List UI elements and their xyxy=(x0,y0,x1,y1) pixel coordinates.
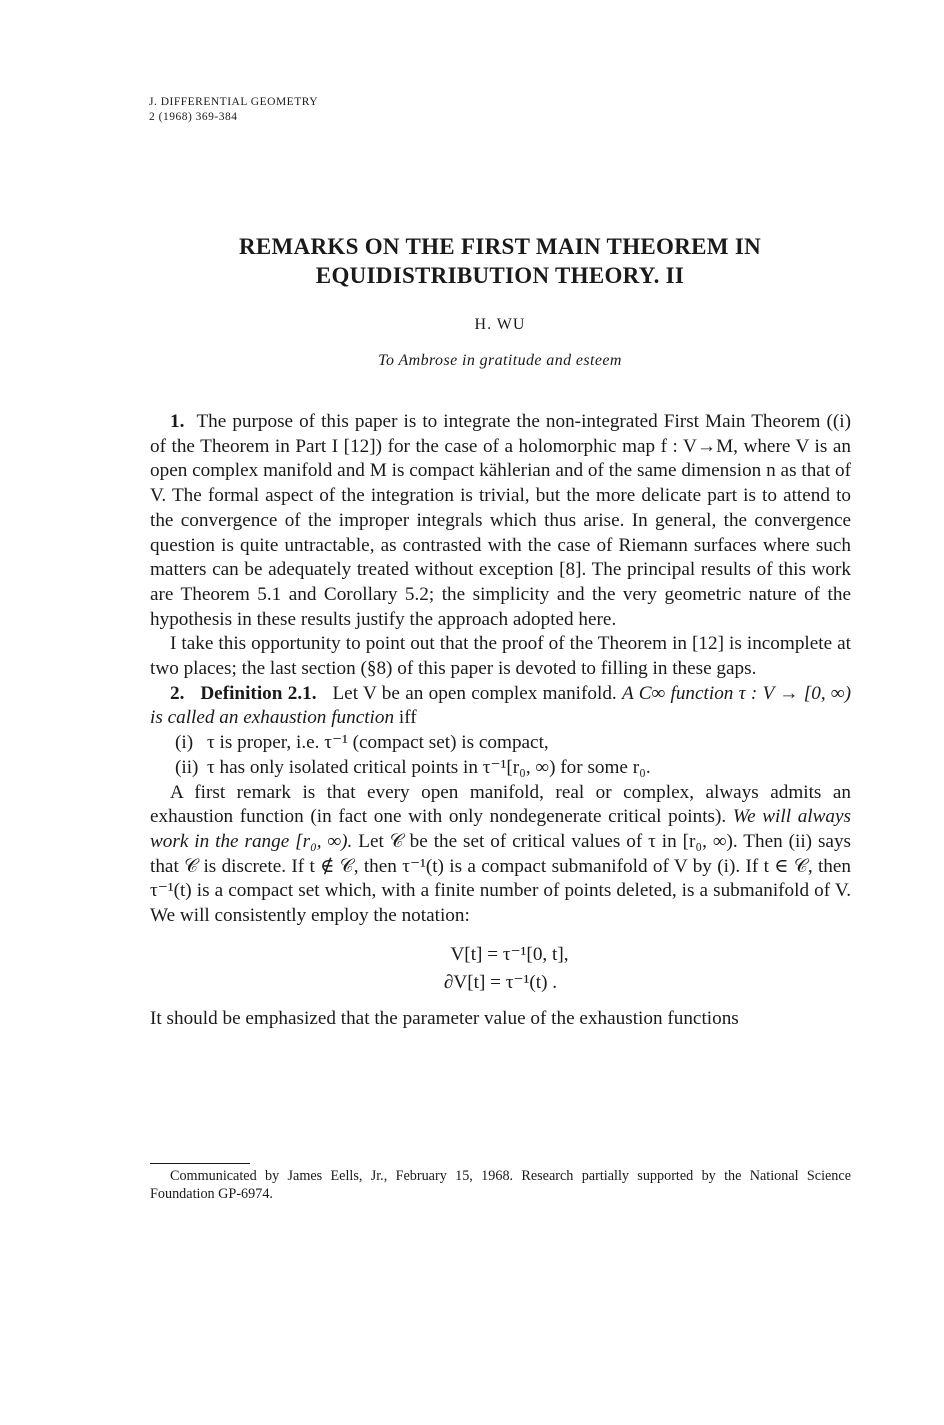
dedication: To Ambrose in gratitude and esteem xyxy=(378,352,622,369)
p2-text-a: A first remark is that every open manifold, real or complex, always admits an exhaustion function (in fact one with only nondegenerate critical points). xyxy=(150,781,851,828)
condition-2-number: (ii) xyxy=(175,756,199,778)
definition-condition-2 xyxy=(150,756,851,781)
notation-display xyxy=(150,941,851,997)
footnote: Communicated by James Eells, Jr., February 15, 1968. Research partially supported by the National Science Foundation GP-6974. xyxy=(150,1168,851,1202)
definition-text-a: Let V be an open complex manifold. xyxy=(332,682,617,704)
paper-body xyxy=(150,410,851,1031)
equation-1: V[t] = τ⁻¹[0, t], xyxy=(450,943,569,965)
p2-italic: We will always work in the range [r₀, ∞). xyxy=(150,806,851,852)
section-1-paragraph-2: I take this opportunity to point out that the proof of the Theorem in [12] is incomplete at two places; the last section (§8) of this paper is devoted to filling in these gaps. xyxy=(150,633,851,680)
section-2-paragraph-3: It should be emphasized that the parameter value of the exhaustion functions xyxy=(150,1007,739,1029)
section-2-definition xyxy=(150,682,851,731)
definition-text-c: iff xyxy=(398,707,417,729)
definition-condition-1 xyxy=(150,731,851,756)
equation-2: ∂V[t] = τ⁻¹(t) . xyxy=(443,971,558,993)
paper-title xyxy=(150,232,850,290)
section-2-number: 2. xyxy=(170,682,185,704)
section-2-paragraph-2 xyxy=(150,781,851,929)
condition-1-number: (i) xyxy=(175,732,194,754)
journal-volume: 2 (1968) 369-384 xyxy=(149,111,238,123)
journal-name: J. DIFFERENTIAL GEOMETRY xyxy=(149,96,319,108)
section-1-paragraph-1 xyxy=(150,410,851,632)
journal-header xyxy=(149,95,318,125)
section-1-p1-text: The purpose of this paper is to integrate the non-integrated First Main Theorem ((i) of the Theorem in Part I [12]) for the case of a holomorphic map f : V→M, where V is an open complex manifold and M is compact kählerian and of the same dimension n as that of V. The formal aspect of the integration is trivial, but the more delicate part is to attend to the convergence of the improper integrals which thus arise. In general, the convergence question is quite untractable, as contrasted with the case of Riemann surfaces where such matters can be adequately treated without exception [8]. The principal results of this work are Theorem 5.1 and Corollary 5.2; the simplicity and the very geometric nature of the hypothesis in these results justify the approach adopted here. xyxy=(150,411,851,630)
condition-1-text: τ is proper, i.e. τ⁻¹ (compact set) is compact, xyxy=(207,732,549,754)
title-line-2: EQUIDISTRIBUTION THEORY. II xyxy=(315,263,685,288)
section-1-number: 1. xyxy=(170,411,185,432)
condition-2-text: τ has only isolated critical points in τ⁻¹[r₀, ∞) for some r₀. xyxy=(207,756,651,778)
definition-text-b: A C∞ function τ : V → [0, ∞) is called an xyxy=(150,682,852,729)
footnote-rule xyxy=(150,1163,250,1164)
definition-label: Definition 2.1. xyxy=(200,682,317,704)
author: H. WU xyxy=(474,316,526,333)
title-line-1: REMARKS ON THE FIRST MAIN THEOREM IN xyxy=(239,234,761,259)
definition-term: exhaustion function xyxy=(243,707,395,729)
p2-text-b: Let 𝒞 be the set of critical values of τ in [r₀, ∞). Then (ii) says that 𝒞 is discrete. If t ∉ 𝒞, then τ⁻¹(t) is a compact submanifold of V by (i). If t ∈ 𝒞, then τ⁻¹(t) is a compact set which, with a finite number of points deleted, is a submanifold of V. We will consistently employ the notation: xyxy=(150,830,852,927)
